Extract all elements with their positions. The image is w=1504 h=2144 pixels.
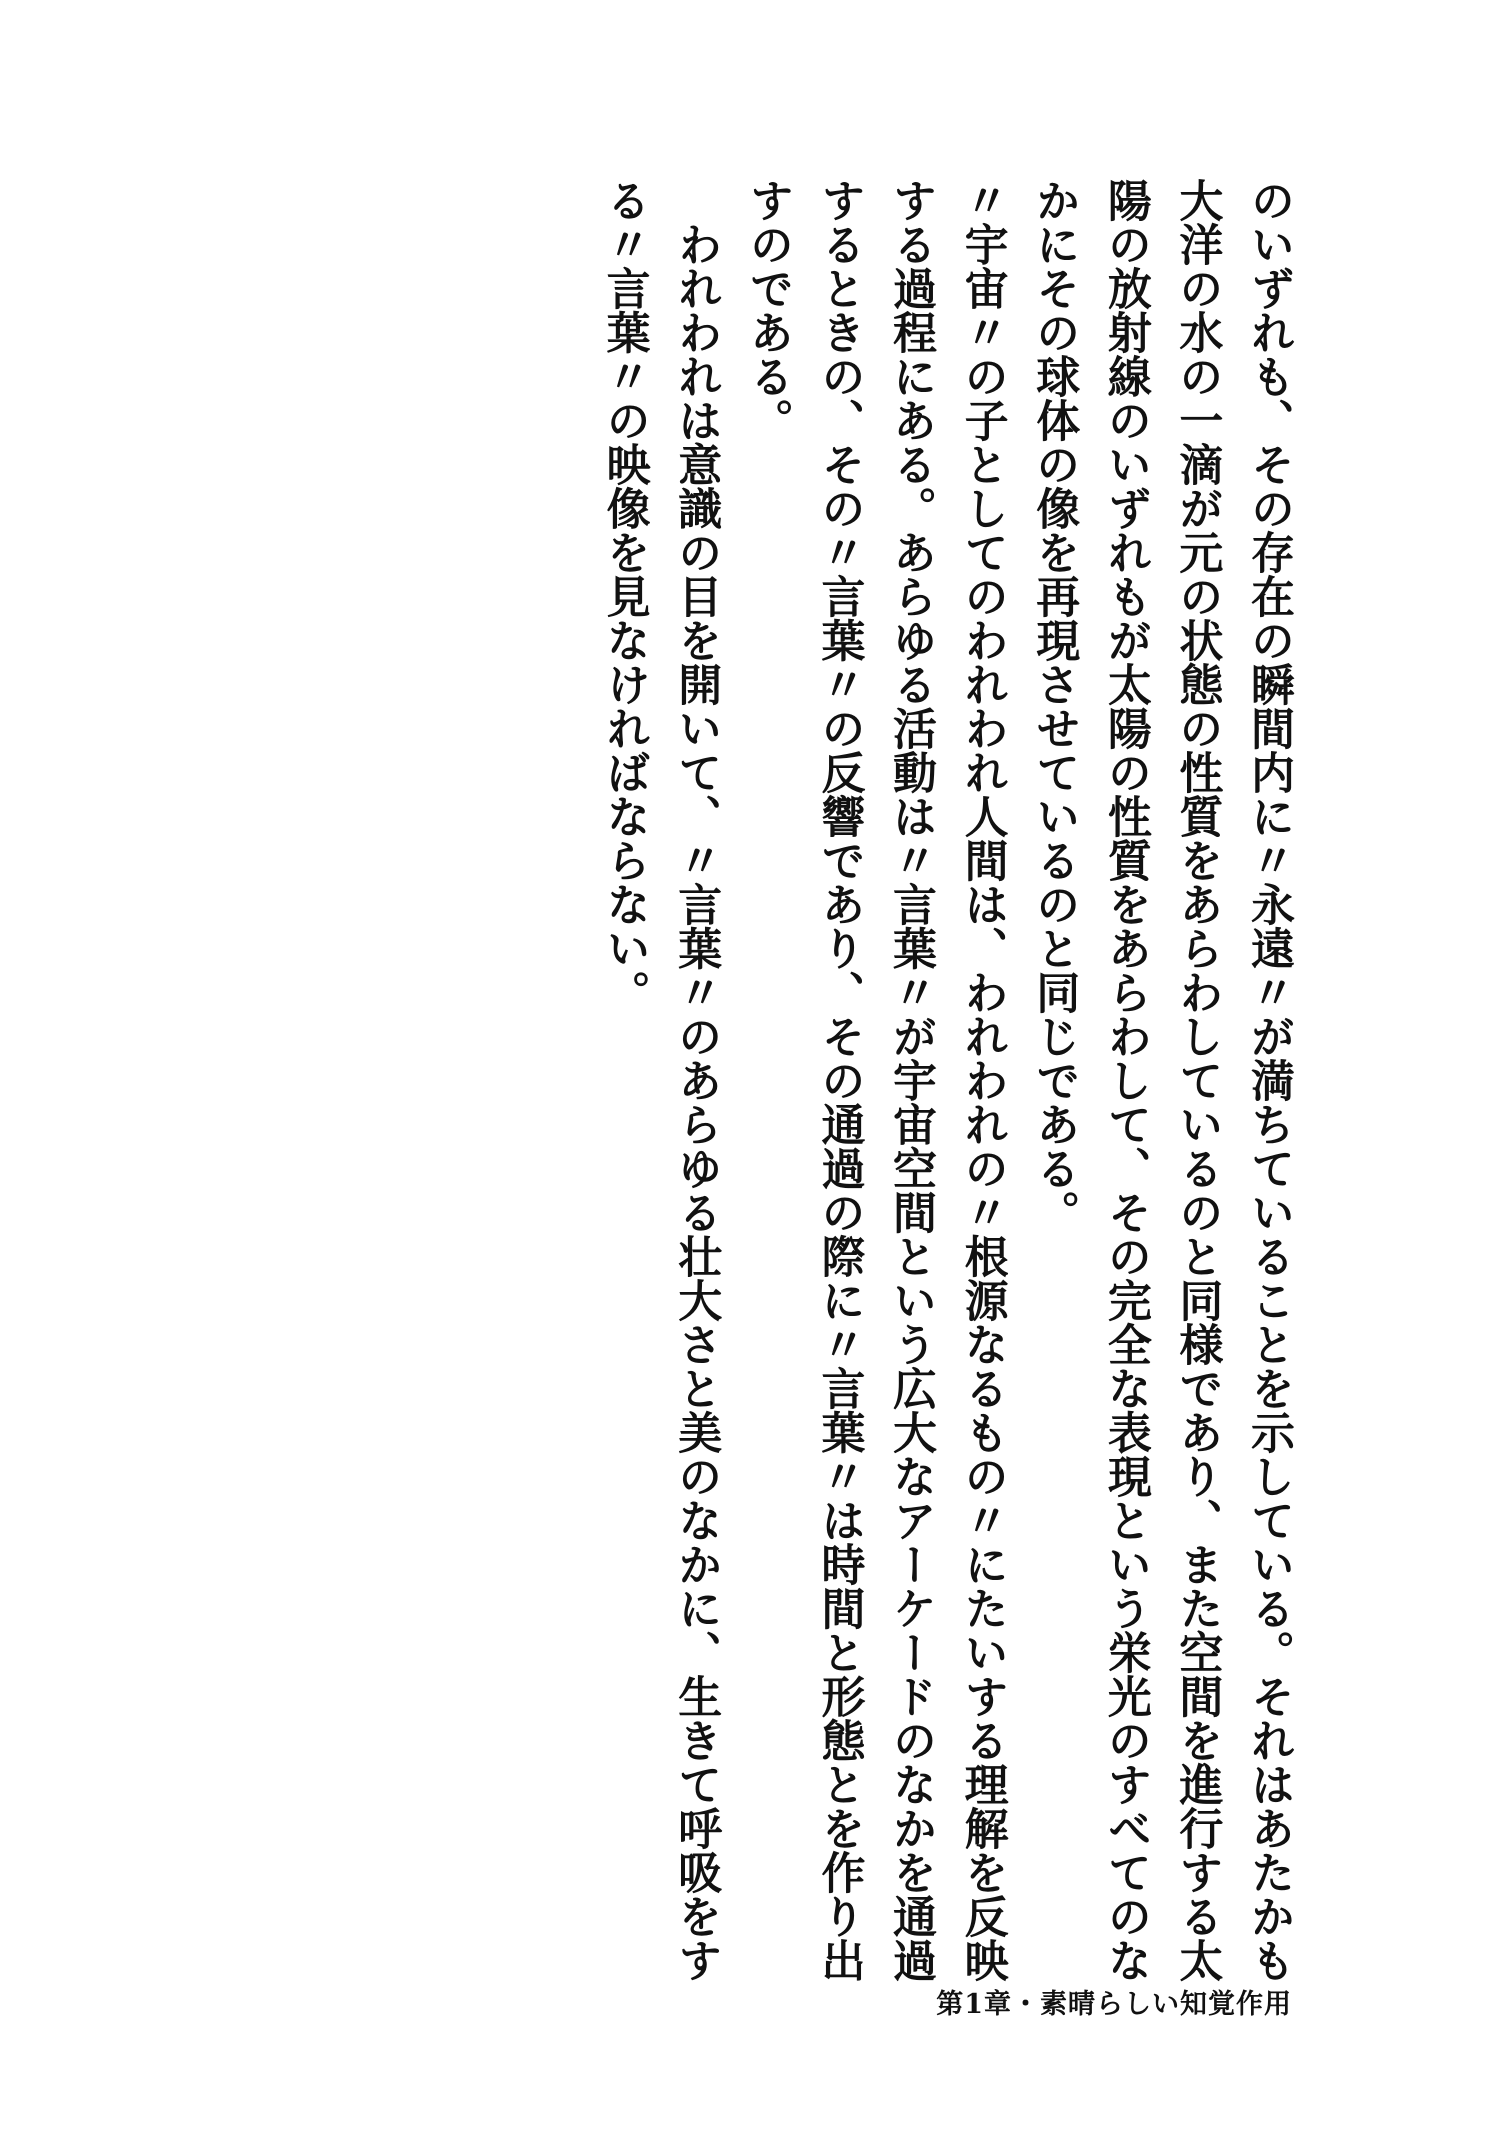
text-line: 大洋の水の一滴が元の状態の性質をあらわしているのと同様であり、また空間を進行する太: [1171, 178, 1223, 1982]
chapter-footer: 第1章・素晴らしい知覚作用: [936, 1989, 1292, 2020]
text-line: するときの、その〃言葉〃の反響であり、その通過の際に〃言葉〃は時間と形態とを作り出: [813, 178, 865, 1982]
text-line: 陽の放射線のいずれもが太陽の性質をあらわして、その完全な表現という栄光のすべてのな: [1099, 178, 1151, 1982]
text-line: かにその球体の像を再現させているのと同じである。: [1028, 178, 1080, 1234]
text-line: 〃宇宙〃の子としてのわれわれ人間は、われわれの〃根源なるもの〃にたいする理解を反映: [956, 178, 1008, 1982]
text-line: する過程にある。あらゆる活動は〃言葉〃が宇宙空間という広大なアーケードのなかを通過: [885, 178, 937, 1982]
body-text: [588, 178, 1304, 1982]
text-line: われわれは意識の目を開いて、〃言葉〃のあらゆる壮大さと美のなかに、生きて呼吸をす: [670, 178, 722, 1982]
text-line: る〃言葉〃の映像を見なければならない。: [598, 178, 650, 1014]
text-line: のいずれも、その存在の瞬間内に〃永遠〃が満ちていることを示している。それはあたかも: [1243, 178, 1294, 1982]
text-line: すのである。: [741, 178, 793, 442]
